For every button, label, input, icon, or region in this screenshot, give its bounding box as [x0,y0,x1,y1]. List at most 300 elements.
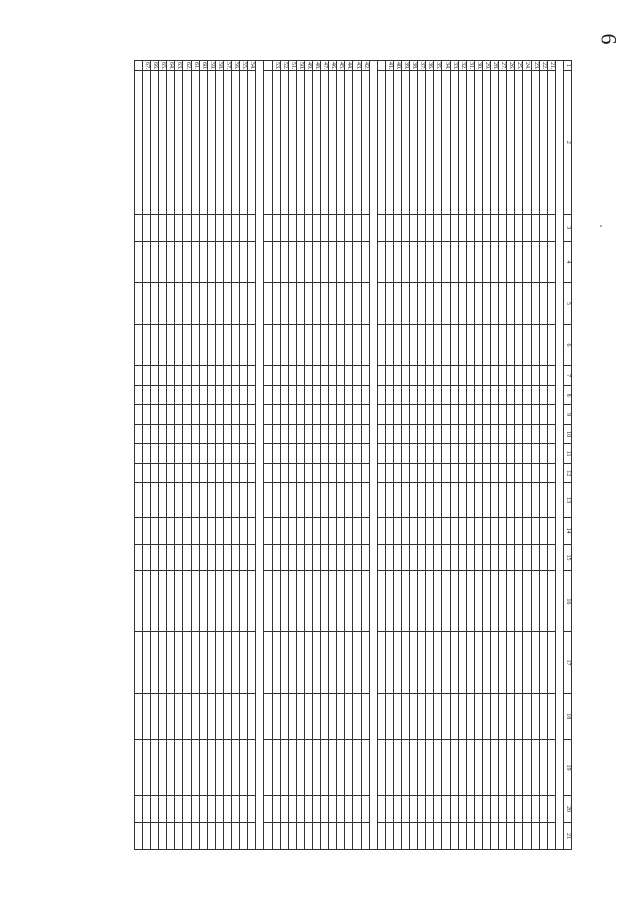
table-cell [474,822,482,849]
table-cell [466,463,474,483]
table-cell [288,632,296,693]
table-cell [450,632,458,693]
table-cell [426,822,434,849]
table-cell [191,324,199,366]
table-cell [223,463,231,483]
row-address [353,70,361,214]
total-cell [377,283,385,325]
table-cell [418,241,426,283]
table-cell [321,405,329,425]
table-cell [385,693,393,739]
table-cell [523,385,531,405]
total-cell [264,424,272,444]
table-cell [466,405,474,425]
table-cell [321,444,329,464]
table-cell [313,796,321,823]
table-cell [329,544,337,571]
table-cell [223,483,231,517]
table-cell [296,283,304,325]
table-cell [531,796,539,823]
table-cell [280,822,288,849]
table-cell [313,283,321,325]
table-cell [491,571,499,632]
table-cell [345,366,353,386]
table-cell [280,385,288,405]
row-address [167,70,175,214]
table-cell [159,241,167,283]
table-cell [280,571,288,632]
table-cell [491,324,499,366]
total-cell [134,463,142,483]
table-cell [232,444,240,464]
row-number: 50. [297,62,304,70]
table-cell [337,214,345,241]
table-cell [515,571,523,632]
table-cell [280,424,288,444]
table-cell [531,405,539,425]
row-number: 26. [508,62,515,70]
table-cell [183,463,191,483]
table-cell [207,405,215,425]
table-cell [466,324,474,366]
table-cell [507,444,515,464]
row-address [434,70,442,214]
table-row [199,61,207,850]
table-cell [240,405,248,425]
table-cell [223,324,231,366]
column-number-9: 9 [563,405,571,425]
table-row [474,61,482,850]
table-cell [151,405,159,425]
total-cell [264,796,272,823]
table-cell [232,405,240,425]
total-cell [134,385,142,405]
table-cell [167,214,175,241]
table-cell [482,214,490,241]
table-cell [402,324,410,366]
table-cell [345,544,353,571]
table-cell [337,739,345,795]
table-row [458,61,466,850]
table-cell [402,214,410,241]
table-cell [515,739,523,795]
table-cell [183,214,191,241]
table-cell [361,214,369,241]
table-cell [450,424,458,444]
table-cell [434,366,442,386]
table-cell [183,241,191,283]
table-cell [434,571,442,632]
row-number: 62. [184,62,191,70]
table-cell [499,424,507,444]
table-cell [248,571,256,632]
row-address [499,70,507,214]
table-cell [280,324,288,366]
table-cell [353,796,361,823]
table-row [410,61,418,850]
table-cell [426,517,434,544]
table-cell [223,283,231,325]
table-cell [523,544,531,571]
table-cell [426,385,434,405]
row-number: 49. [305,62,312,70]
table-cell [402,739,410,795]
table-cell [337,385,345,405]
table-row [280,61,288,850]
table-cell [547,517,555,544]
table-cell [466,444,474,464]
table-cell [296,739,304,795]
table-cell [418,822,426,849]
table-cell [515,405,523,425]
table-cell [248,463,256,483]
table-cell [410,385,418,405]
table-cell [418,517,426,544]
table-cell [353,385,361,405]
table-cell [515,544,523,571]
table-cell [385,796,393,823]
table-cell [410,214,418,241]
row-address [474,70,482,214]
table-cell [507,483,515,517]
table-cell [288,241,296,283]
table-cell [191,444,199,464]
table-cell [280,405,288,425]
table-cell [183,424,191,444]
table-cell [232,366,240,386]
table-cell [288,693,296,739]
table-cell [402,241,410,283]
table-header [563,61,571,850]
table-cell [393,544,401,571]
table-cell [474,424,482,444]
table-cell [240,444,248,464]
table-row [434,61,442,850]
row-number: 22. [540,62,547,70]
table-cell [450,283,458,325]
table-cell [531,822,539,849]
table-row [183,61,191,850]
table-cell [191,241,199,283]
row-number: 43. [354,62,361,70]
total-cell [134,632,142,693]
table-cell [402,571,410,632]
table-cell [167,822,175,849]
table-row [288,61,296,850]
table-cell [288,444,296,464]
table-cell [167,405,175,425]
total-row-number [377,61,385,71]
table-cell [523,796,531,823]
row-number: 53. [273,62,280,70]
table-cell [183,405,191,425]
table-cell [442,463,450,483]
row-number: 48. [314,62,321,70]
table-cell [393,517,401,544]
total-cell [134,544,142,571]
table-cell [272,366,280,386]
table-cell [499,796,507,823]
table-cell [402,444,410,464]
table-row [515,61,523,850]
table-cell [474,405,482,425]
table-cell [337,822,345,849]
table-cell [547,796,555,823]
table-cell [402,366,410,386]
table-cell [329,366,337,386]
total-row-number [264,61,272,71]
table-cell [410,693,418,739]
table-cell [240,822,248,849]
table-cell [223,822,231,849]
table-cell [232,241,240,283]
table-cell [183,796,191,823]
table-cell [304,283,312,325]
table-cell [434,632,442,693]
table-cell [240,517,248,544]
total-cell [377,632,385,693]
table-cell [418,366,426,386]
table-cell [450,739,458,795]
table-cell [207,571,215,632]
row-number: 66. [152,62,159,70]
table-cell [353,544,361,571]
table-cell [353,283,361,325]
table-cell [329,283,337,325]
total-cell [264,822,272,849]
table-row [393,61,401,850]
table-cell [207,241,215,283]
table-cell [539,517,547,544]
table-cell [426,366,434,386]
section-header-row [369,61,377,850]
table-cell [474,283,482,325]
row-number: 51. [289,62,296,70]
table-cell [434,693,442,739]
table-cell [442,796,450,823]
total-cell [264,324,272,366]
table-cell [337,405,345,425]
table-cell [442,366,450,386]
table-cell [175,796,183,823]
table-cell [296,796,304,823]
row-number: 42. [362,62,369,70]
row-address [393,70,401,214]
table-cell [523,366,531,386]
table-cell [151,324,159,366]
table-cell [418,385,426,405]
table-cell [539,283,547,325]
table-cell [313,366,321,386]
table-cell [175,739,183,795]
row-number: 23. [532,62,539,70]
table-cell [450,544,458,571]
table-cell [223,796,231,823]
table-cell [304,571,312,632]
total-cell [264,366,272,386]
table-cell [321,424,329,444]
table-cell [329,444,337,464]
table-cell [539,463,547,483]
table-cell [547,385,555,405]
table-cell [450,463,458,483]
table-cell [491,739,499,795]
table-cell [507,366,515,386]
table-cell [321,571,329,632]
table-cell [321,544,329,571]
row-number: 27. [500,62,507,70]
table-cell [232,424,240,444]
table-cell [288,463,296,483]
table-cell [507,241,515,283]
total-cell [377,463,385,483]
table-cell [474,483,482,517]
table-cell [313,544,321,571]
table-cell [191,796,199,823]
table-cell [199,632,207,693]
table-cell [167,739,175,795]
table-cell [280,796,288,823]
table-cell [458,822,466,849]
table-row [207,61,215,850]
table-cell [337,324,345,366]
table-cell [151,796,159,823]
table-cell [434,739,442,795]
table-cell [507,739,515,795]
table-cell [321,241,329,283]
row-address [539,70,547,214]
table-cell [523,463,531,483]
table-cell [248,693,256,739]
table-cell [199,385,207,405]
table-cell [531,632,539,693]
row-address [183,70,191,214]
table-cell [450,385,458,405]
table-cell [482,517,490,544]
row-number: 24. [524,62,531,70]
table-cell [191,214,199,241]
table-cell [393,571,401,632]
table-cell [482,483,490,517]
table-cell [393,385,401,405]
section-total-row [134,61,142,850]
total-cell [134,444,142,464]
table-cell [337,796,345,823]
table-cell [426,632,434,693]
table-cell [272,693,280,739]
table-cell [442,544,450,571]
row-address [175,70,183,214]
table-cell [288,324,296,366]
table-cell [248,632,256,693]
table-cell [151,444,159,464]
table-cell [482,241,490,283]
table-cell [248,739,256,795]
table-cell [280,444,288,464]
table-cell [288,214,296,241]
table-cell [183,544,191,571]
table-cell [304,385,312,405]
table-cell [531,444,539,464]
table-cell [313,444,321,464]
table-cell [491,241,499,283]
table-cell [248,483,256,517]
total-cell [377,385,385,405]
table-cell [361,517,369,544]
table-cell [175,214,183,241]
table-cell [458,424,466,444]
row-address [418,70,426,214]
table-cell [499,571,507,632]
table-cell [207,544,215,571]
table-cell [507,324,515,366]
table-cell [523,241,531,283]
table-cell [329,822,337,849]
total-label [134,70,142,214]
total-cell [134,283,142,325]
table-cell [442,283,450,325]
table-cell [191,366,199,386]
total-cell [264,214,272,241]
row-number: 33. [451,62,458,70]
table-cell [353,214,361,241]
table-cell [313,424,321,444]
total-cell [377,366,385,386]
table-cell [515,632,523,693]
table-cell [442,385,450,405]
table-cell [191,693,199,739]
table-cell [361,693,369,739]
table-cell [159,571,167,632]
table-cell [248,444,256,464]
table-cell [223,424,231,444]
table-cell [151,366,159,386]
table-cell [515,214,523,241]
table-cell [159,483,167,517]
table-cell [304,822,312,849]
table-cell [458,385,466,405]
column-number-20: 20 [563,796,571,823]
table-cell [393,463,401,483]
table-cell [151,739,159,795]
table-cell [313,822,321,849]
table-cell [183,693,191,739]
table-cell [345,517,353,544]
table-cell [183,283,191,325]
table-cell [296,324,304,366]
table-cell [183,517,191,544]
table-cell [410,444,418,464]
table-cell [151,544,159,571]
table-cell [450,241,458,283]
row-address [143,70,151,214]
table-cell [329,739,337,795]
table-cell [547,544,555,571]
table-cell [151,424,159,444]
row-address [507,70,515,214]
table-cell [345,739,353,795]
row-address [232,70,240,214]
table-cell [223,214,231,241]
table-cell [191,632,199,693]
table-cell [167,283,175,325]
table-cell [199,366,207,386]
table-cell [175,385,183,405]
row-number: 58. [216,62,223,70]
total-cell [377,739,385,795]
table-cell [458,283,466,325]
column-number-19: 19 [563,739,571,795]
